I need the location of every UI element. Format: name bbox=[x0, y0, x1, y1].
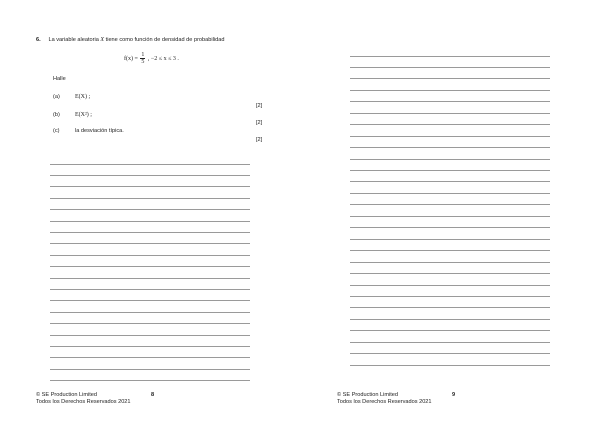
question-stem bbox=[36, 37, 224, 44]
answer-line bbox=[50, 289, 250, 290]
answer-line bbox=[50, 335, 250, 336]
answer-line bbox=[350, 353, 550, 354]
part-b-label: (b) bbox=[53, 112, 60, 118]
answer-line bbox=[350, 136, 550, 137]
formula-range: , −2 ≤ x ≤ 3 . bbox=[147, 55, 179, 62]
answer-line bbox=[50, 198, 250, 199]
answer-line bbox=[50, 266, 250, 267]
answer-line bbox=[350, 90, 550, 91]
part-b-marks: [2] bbox=[256, 120, 263, 126]
answer-line bbox=[350, 78, 550, 79]
answer-line bbox=[350, 342, 550, 343]
answer-line bbox=[350, 181, 550, 182]
answer-line bbox=[350, 307, 550, 308]
answer-line bbox=[350, 319, 550, 320]
formula-fraction bbox=[140, 52, 145, 65]
answer-line bbox=[50, 312, 250, 313]
footer-copyright: © SE Production Limited bbox=[337, 392, 399, 398]
part-c-text: la desviación típica. bbox=[75, 128, 124, 134]
stem-text-pre: La variable aleatoria bbox=[48, 37, 99, 43]
part-a-text: E(X) ; bbox=[75, 94, 91, 100]
part-c-marks: [2] bbox=[256, 137, 263, 143]
answer-line bbox=[350, 113, 550, 114]
formula-lhs: f(x) = bbox=[124, 55, 138, 62]
answer-line bbox=[50, 164, 250, 165]
answer-line bbox=[350, 159, 550, 160]
answer-line bbox=[350, 124, 550, 125]
stem-text-post: tiene como función de densidad de probabilidad bbox=[105, 37, 225, 43]
density-formula bbox=[124, 52, 179, 65]
answer-line bbox=[350, 273, 550, 274]
answer-line bbox=[50, 232, 250, 233]
part-a-label: (a) bbox=[53, 94, 60, 100]
answer-line bbox=[350, 147, 550, 148]
answer-line bbox=[50, 346, 250, 347]
answer-line bbox=[350, 250, 550, 251]
answer-line bbox=[350, 170, 550, 171]
answer-line bbox=[350, 330, 550, 331]
answer-line bbox=[50, 175, 250, 176]
answer-line bbox=[350, 365, 550, 366]
footer-copyright: © SE Production Limited bbox=[36, 392, 98, 398]
part-a-marks: [2] bbox=[256, 103, 263, 109]
question-number: 6. bbox=[36, 37, 41, 43]
instruction: Halle bbox=[53, 76, 66, 82]
answer-line bbox=[350, 56, 550, 57]
answer-line bbox=[350, 285, 550, 286]
answer-line bbox=[50, 300, 250, 301]
answer-line bbox=[50, 243, 250, 244]
answer-line bbox=[50, 380, 250, 381]
answer-line bbox=[350, 239, 550, 240]
answer-line bbox=[350, 262, 550, 263]
random-variable: X bbox=[100, 37, 105, 43]
answer-line bbox=[350, 193, 550, 194]
answer-line bbox=[50, 278, 250, 279]
part-c-label: (c) bbox=[53, 128, 60, 134]
answer-line bbox=[350, 101, 550, 102]
right-page bbox=[300, 0, 600, 424]
answer-line bbox=[350, 67, 550, 68]
footer-rights: Todos los Derechos Reservados 2021 bbox=[337, 399, 432, 405]
answer-line bbox=[50, 357, 250, 358]
fraction-denominator: 5 bbox=[141, 59, 145, 65]
answer-line bbox=[350, 216, 550, 217]
page-number: 8 bbox=[151, 392, 155, 398]
part-b-text: E(X²) ; bbox=[75, 112, 92, 118]
fraction-numerator: 1 bbox=[141, 52, 145, 58]
page-number: 9 bbox=[452, 392, 456, 398]
footer-rights: Todos los Derechos Reservados 2021 bbox=[36, 399, 131, 405]
answer-line bbox=[50, 209, 250, 210]
answer-line bbox=[50, 221, 250, 222]
answer-line bbox=[350, 227, 550, 228]
answer-line bbox=[50, 255, 250, 256]
answer-line bbox=[350, 296, 550, 297]
answer-line bbox=[50, 186, 250, 187]
answer-line bbox=[350, 204, 550, 205]
answer-line bbox=[50, 323, 250, 324]
answer-line bbox=[50, 369, 250, 370]
